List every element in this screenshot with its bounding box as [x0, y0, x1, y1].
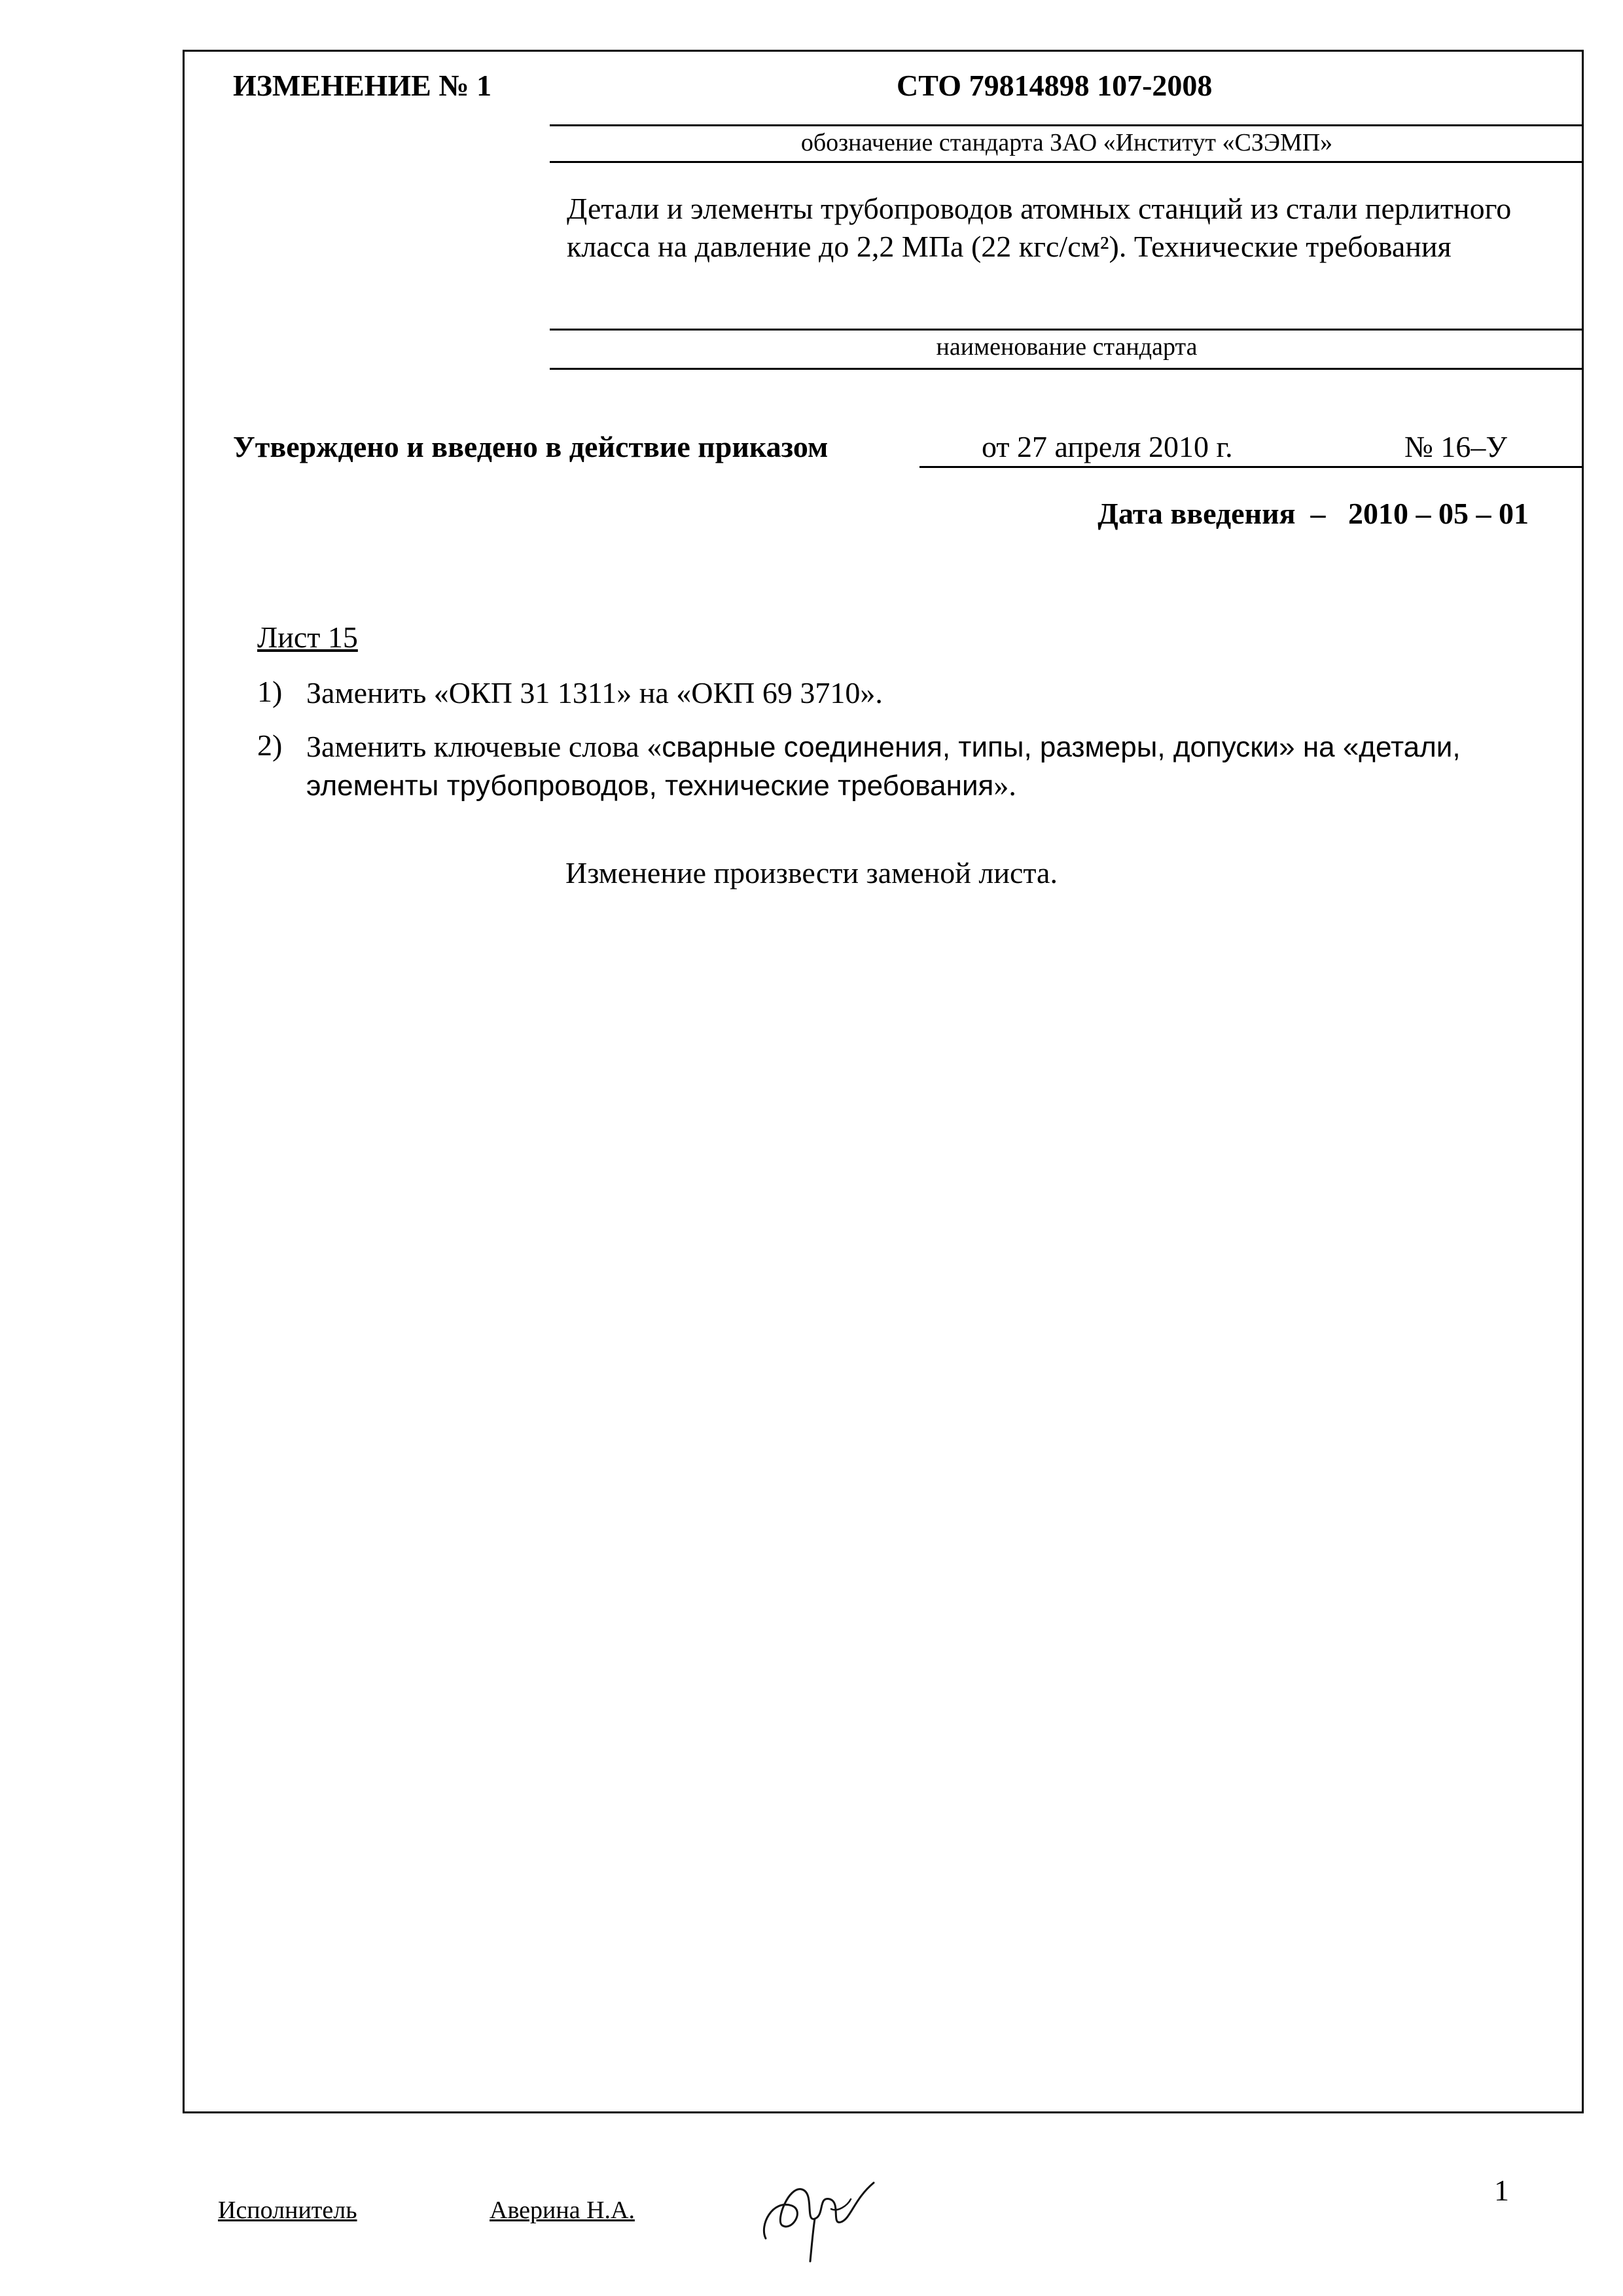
approval-date: от 27 апреля 2010 г.	[982, 430, 1233, 463]
list-item-number: 2)	[257, 728, 283, 762]
list-item-text	[306, 728, 1537, 805]
list-item-text-part: Заменить ключевые слова «	[306, 730, 662, 763]
divider	[550, 161, 1584, 163]
closing-note: Изменение произвести заменой листа.	[565, 856, 1058, 889]
divider	[550, 329, 1584, 331]
executor-name: Аверина Н.А.	[490, 2197, 635, 2224]
standard-code: СТО 79814898 107-2008	[897, 69, 1213, 102]
introduction-label: Дата введения	[1097, 497, 1296, 530]
divider	[919, 466, 1584, 468]
executor-label: Исполнитель	[218, 2197, 357, 2224]
sheet-reference: Лист 15	[257, 620, 358, 654]
title-caption: наименование стандарта	[936, 333, 1198, 361]
standard-title: Детали и элементы трубопроводов атомных станций из стали перлитного класса на давление до 2,2 МПа (22 кгс/см²). Технические требования	[567, 192, 1512, 263]
list-item-text-part: сварные соединения, типы, размеры, допуски» на «детали, элементы трубопроводов, технические требования	[306, 731, 1461, 802]
signature	[753, 2160, 883, 2265]
code-caption: обозначение стандарта ЗАО «Институт «СЗЭМП»	[800, 129, 1333, 156]
approval-number: № 16–У	[1404, 430, 1507, 463]
list-item-text-part: ».	[993, 768, 1016, 802]
page-number: 1	[1494, 2174, 1509, 2207]
list-item-text-part: Заменить «ОКП 31 1311» на «ОКП 69 3710».	[306, 676, 883, 709]
introduction-dash: –	[1310, 497, 1326, 530]
change-label: ИЗМЕНЕНИЕ № 1	[233, 69, 492, 102]
introduction-date	[1097, 496, 1529, 531]
list-item-number: 1)	[257, 675, 283, 708]
approval-label: Утверждено и введено в действие приказом	[233, 430, 829, 463]
divider	[550, 124, 1584, 126]
introduction-date-value: 2010 – 05 – 01	[1348, 497, 1529, 530]
divider	[550, 368, 1584, 370]
list-item-text	[306, 674, 1537, 713]
